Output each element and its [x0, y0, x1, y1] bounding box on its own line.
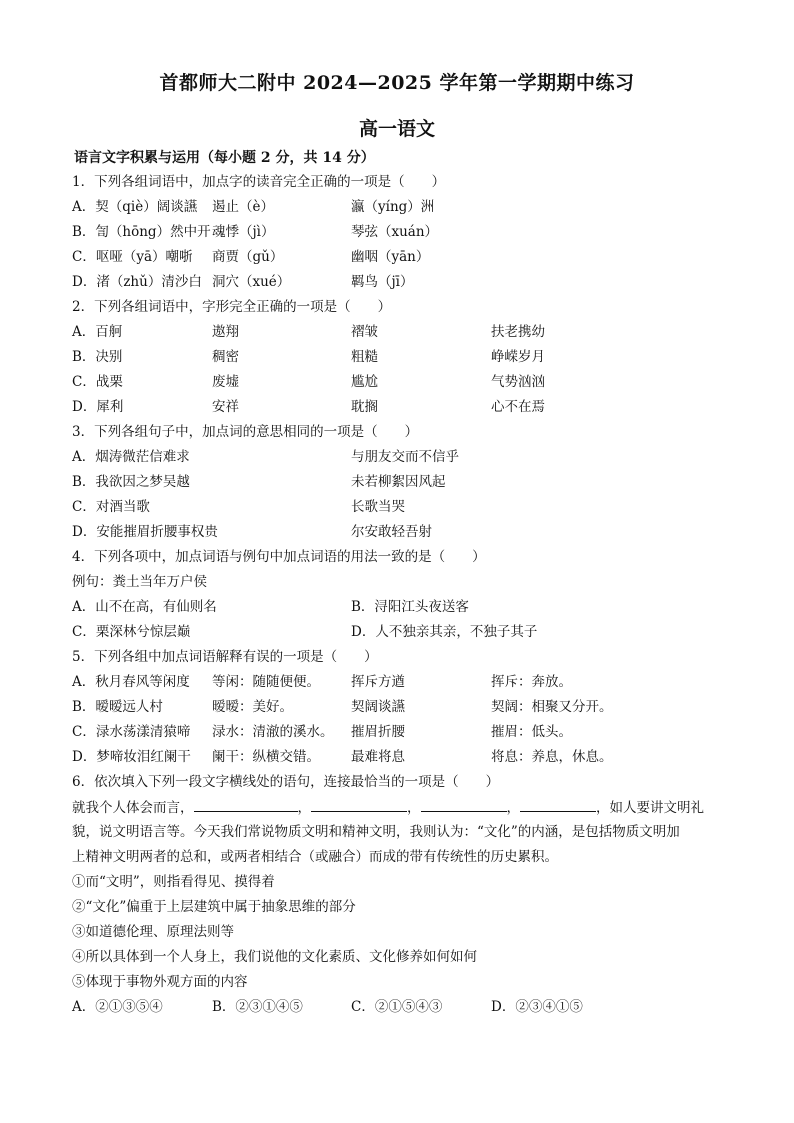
q5-option-a-4: 挥斥：奔放。: [491, 674, 572, 690]
page-title: 首都师大二附中 2024—2025 学年第一学期期中练习: [159, 72, 635, 94]
q3-option-b-2: 未若柳絮因风起: [351, 474, 446, 490]
q5-option-c-2: 渌水：清澈的溪水。: [212, 724, 334, 740]
fill-blank-1[interactable]: [194, 798, 298, 812]
q1-option-a-3: 瀛（yíng）洲: [351, 199, 435, 215]
fill-blank-4[interactable]: [520, 798, 596, 812]
q2-option-c-3: 尴尬: [351, 374, 378, 390]
q5-option-d-1: D．梦啼妆泪红阑干: [72, 749, 191, 765]
q1-option-d-3: 羁鸟（jī）: [351, 274, 414, 290]
question-6-stem: 6．依次填入下列一段文字横线处的语句，连接最恰当的一项是（ ）: [72, 774, 500, 790]
q6-paragraph-line-2: 貌，说文明语言等。今天我们常说物质文明和精神文明，我则认为：“文化”的内涵，是包括物质文明加: [72, 824, 680, 840]
q6-option-c: C．②①⑤④③: [351, 999, 443, 1015]
q5-option-d-3: 最难将息: [351, 749, 405, 765]
q5-option-d-2: 阑干：纵横交错。: [212, 749, 320, 765]
q2-option-d-1: D．犀利: [72, 399, 124, 415]
q3-option-d-2: 尔安敢轻吾射: [351, 524, 432, 540]
q4-option-a: A．山不在高，有仙则名: [72, 599, 217, 615]
section-heading: 语言文字积累与运用（每小题 2 分，共 14 分）: [74, 150, 375, 166]
q1-option-c-2: 商贾（gǔ）: [212, 249, 284, 265]
q6-item-4: ④所以具体到一个人身上，我们说他的文化素质、文化修养如何如何: [72, 949, 477, 965]
fill-blank-2[interactable]: [311, 798, 407, 812]
question-2-stem: 2．下列各组词语中，字形完全正确的一项是（ ）: [72, 299, 392, 315]
q5-option-a-2: 等闲：随随便便。: [212, 674, 320, 690]
q2-option-b-3: 粗糙: [351, 349, 378, 365]
q5-option-b-4: 契阔：相聚又分开。: [491, 699, 613, 715]
q5-option-a-3: 挥斥方遒: [351, 674, 405, 690]
q2-option-d-3: 耽搁: [351, 399, 378, 415]
q3-option-c-2: 长歌当哭: [351, 499, 405, 515]
q2-option-c-2: 废墟: [212, 374, 239, 390]
q1-option-a-2: 遏止（è）: [212, 199, 274, 215]
q2-option-c-1: C．战栗: [72, 374, 123, 390]
q3-option-a-2: 与朋友交而不信乎: [351, 449, 459, 465]
comma-2: ，: [407, 800, 421, 816]
q6-option-a: A．②①③⑤④: [72, 999, 163, 1015]
comma-1: ，: [297, 800, 311, 816]
q4-option-b: B．浔阳江头夜送客: [351, 599, 469, 615]
q5-option-b-1: B．暧暧远人村: [72, 699, 163, 715]
question-4-stem: 4．下列各项中，加点词语与例句中加点词语的用法一致的是（ ）: [72, 549, 486, 565]
q6-item-5: ⑤体现于事物外观方面的内容: [72, 974, 248, 990]
q3-option-a-1: A．烟涛微茫信难求: [72, 449, 190, 465]
q2-option-d-4: 心不在焉: [491, 399, 545, 415]
question-3-stem: 3．下列各组句子中，加点词的意思相同的一项是（ ）: [72, 424, 419, 440]
q6-para-start: 就我个人体会而言，: [72, 800, 194, 816]
q4-option-d: D．人不独亲其亲，不独子其子: [351, 624, 538, 640]
q5-option-c-3: 摧眉折腰: [351, 724, 405, 740]
question-1-stem: 1．下列各组词语中，加点字的读音完全正确的一项是（ ）: [72, 174, 446, 190]
q5-option-d-4: 将息：养息，休息。: [491, 749, 613, 765]
q1-option-b-3: 琴弦（xuán）: [351, 224, 439, 240]
q1-option-b-2: 魂悸（jì）: [212, 224, 275, 240]
q5-option-b-3: 契阔谈讌: [351, 699, 405, 715]
q4-example: 例句：粪土当年万户侯: [72, 574, 207, 590]
page-subtitle: 高一语文: [358, 118, 435, 140]
q2-option-b-4: 峥嵘岁月: [491, 349, 545, 365]
q2-option-a-2: 遨翔: [212, 324, 239, 340]
q1-option-c-3: 幽咽（yān）: [351, 249, 430, 265]
q6-item-3: ③如道德伦理、原理法则等: [72, 924, 234, 940]
q3-option-b-1: B．我欲因之梦吴越: [72, 474, 190, 490]
q5-option-c-1: C．渌水荡漾清猿啼: [72, 724, 191, 740]
q6-paragraph-line-3: 上精神文明两者的总和，或两者相结合（或融合）而成的带有传统性的历史累积。: [72, 849, 558, 865]
q2-option-c-4: 气势汹汹: [491, 374, 545, 390]
q5-option-b-2: 暧暧：美好。: [212, 699, 293, 715]
q2-option-a-4: 扶老携幼: [491, 324, 545, 340]
q5-option-c-4: 摧眉：低头。: [491, 724, 572, 740]
q1-option-a-1: A．契（qiè）阔谈讌: [72, 199, 198, 215]
q2-option-b-2: 稠密: [212, 349, 239, 365]
q6-item-1: ①而“文明”，则指看得见、摸得着: [72, 874, 275, 890]
q2-option-a-1: A．百舸: [72, 324, 123, 340]
q6-item-2: ②“文化”偏重于上层建筑中属于抽象思维的部分: [72, 899, 356, 915]
q6-paragraph-line-1: [72, 798, 704, 817]
q6-option-d: D．②③④①⑤: [491, 999, 583, 1015]
q2-option-b-1: B．决别: [72, 349, 123, 365]
q3-option-d-1: D．安能摧眉折腰事权贵: [72, 524, 218, 540]
q2-option-d-2: 安祥: [212, 399, 239, 415]
comma-3: ，: [506, 800, 520, 816]
q6-option-b: B．②③①④⑤: [212, 999, 303, 1015]
fill-blank-3[interactable]: [421, 798, 507, 812]
q1-option-d-2: 洞穴（xué）: [212, 274, 291, 290]
q5-option-a-1: A．秋月春风等闲度: [72, 674, 190, 690]
q2-option-a-3: 褶皱: [351, 324, 378, 340]
q1-option-c-1: C．呕哑（yā）嘲哳: [72, 249, 193, 265]
q1-option-b-1: B．訇（hōng）然中开: [72, 224, 211, 240]
question-5-stem: 5．下列各组中加点词语解释有误的一项是（ ）: [72, 649, 378, 665]
q3-option-c-1: C．对酒当歌: [72, 499, 150, 515]
q6-para-end: ，如人要讲文明礼: [596, 800, 704, 816]
q4-option-c: C．栗深林兮惊层巅: [72, 624, 191, 640]
q1-option-d-1: D．渚（zhǔ）清沙白: [72, 274, 202, 290]
